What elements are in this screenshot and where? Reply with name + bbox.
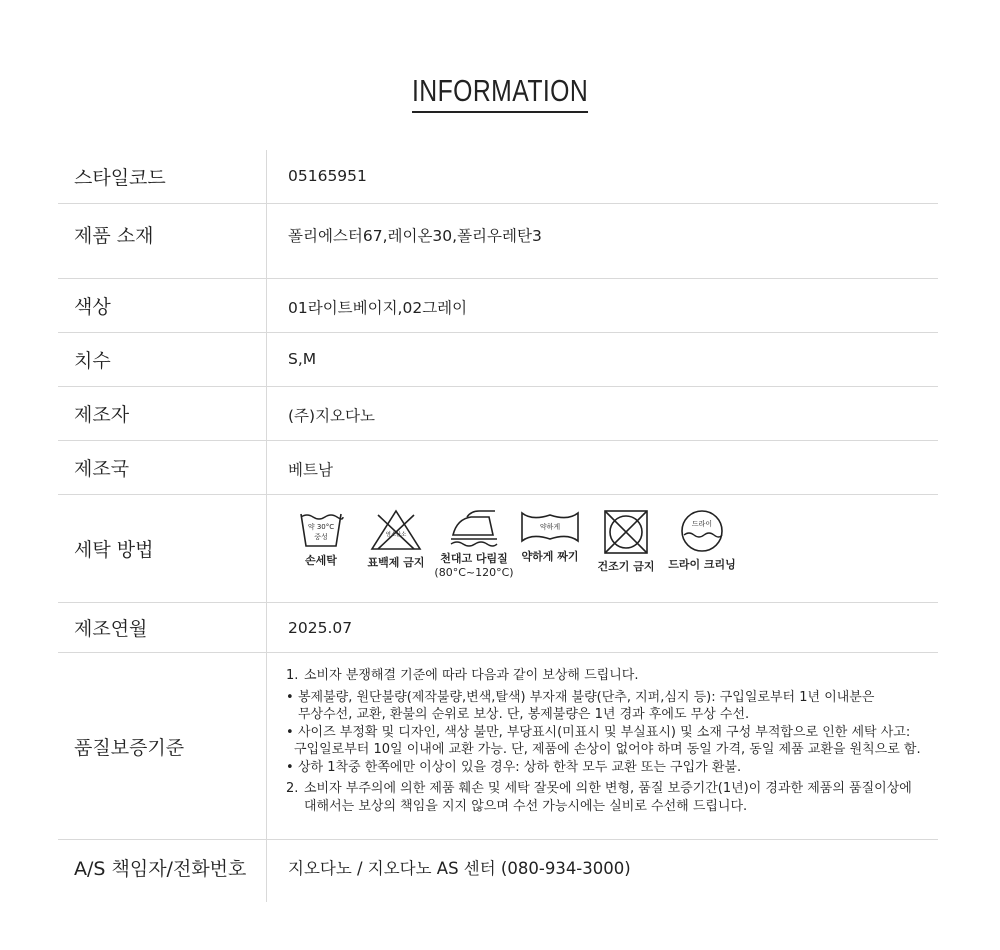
- care-caption: 건조기 금지: [597, 560, 655, 573]
- care-iron: [436, 509, 512, 580]
- quality-bullet: [286, 724, 936, 742]
- quality-item: [286, 780, 936, 798]
- care-hand-wash: [286, 509, 356, 580]
- item-number: 1.: [286, 668, 299, 683]
- row-manufacturer: [58, 387, 938, 441]
- bullet-text: 사이즈 부정확 및 디자인, 색상 불만, 부당표시(미표시 및 부실표시) 및 소재 구성 부적합으로 인한 세탁 사고:: [298, 724, 911, 740]
- gentle-wring-icon: [520, 509, 580, 545]
- bullet-text: 구입일로부터 10일 이내에 교환 가능. 단, 제품에 손상이 없어야 하며 동일 가격, 동일 제품 교환을 원칙으로 함.: [294, 742, 921, 757]
- care-no-bleach: [356, 509, 436, 580]
- care-inner-text: 약 30°C: [307, 523, 335, 531]
- iron-cloth-icon: [449, 509, 499, 547]
- quality-item: [286, 667, 936, 685]
- row-size: [58, 333, 938, 387]
- quality-bullet: [286, 689, 936, 707]
- dry-clean-icon: [680, 509, 724, 553]
- row-label: 품질보증기준: [58, 653, 267, 839]
- care-caption: 드라이 크리닝: [668, 558, 736, 571]
- care-caption-sub: (80°C~120°C): [434, 566, 514, 579]
- row-label: 제조국: [58, 441, 267, 494]
- row-value: 지오다노 / 지오다노 AS 센터 (080-934-3000): [288, 859, 631, 878]
- row-value: 2025.07: [288, 619, 353, 637]
- care-caption: 표백제 금지: [367, 556, 425, 569]
- page-title-wrap: [0, 72, 1000, 113]
- care-inner-text: 약하게: [539, 523, 561, 531]
- row-value: S,M: [288, 350, 317, 368]
- row-value: 폴리에스터67,레이온30,폴리우레탄3: [288, 227, 542, 245]
- care-caption: 약하게 짜기: [521, 550, 579, 563]
- row-value: (주)지오다노: [288, 407, 375, 425]
- row-label: 제조연월: [58, 603, 267, 652]
- row-country: [58, 441, 938, 495]
- row-material: [58, 204, 938, 279]
- care-inner-text: 산소: [395, 532, 407, 538]
- item-text: 대해서는 보상의 책임을 지지 않으며 수선 가능시에는 실비로 수선해 드립니다.: [304, 798, 748, 814]
- row-label: A/S 책임자/전화번호: [58, 840, 267, 902]
- product-info-table: [58, 150, 938, 902]
- care-icons: [286, 509, 740, 580]
- care-caption: 손세탁: [305, 554, 337, 567]
- item-text: 소비자 분쟁해결 기준에 따라 다음과 같이 보상해 드립니다.: [304, 668, 639, 683]
- bullet-mark: •: [286, 724, 294, 740]
- no-tumble-dry-icon: [603, 509, 649, 555]
- row-label: 세탁 방법: [58, 495, 267, 602]
- item-text: 소비자 부주의에 의한 제품 훼손 및 세탁 잘못에 의한 변형, 품질 보증기간(1년)이 경과한 제품의 품질이상에: [304, 781, 912, 796]
- row-value: 05165951: [288, 167, 367, 185]
- care-no-dryer: [588, 509, 664, 580]
- bullet-text: 봉제불량, 원단불량(제작불량,변색,탈색) 부자재 불량(단추, 지퍼,심지 등): 구입일로부터 1년 이내분은: [298, 689, 875, 705]
- bullet-text: 상하 1착중 한쪽에만 이상이 있을 경우: 상하 한착 모두 교환 또는 구입가 환불.: [298, 759, 742, 775]
- row-color: [58, 279, 938, 333]
- care-dry-clean: [664, 509, 740, 580]
- care-inner-text: 중성: [314, 533, 328, 541]
- row-label: 제조자: [58, 387, 267, 440]
- care-inner-text: 드라이: [691, 520, 713, 528]
- row-manufacture-date: [58, 603, 938, 653]
- care-inner-text: 염소: [385, 532, 397, 538]
- hand-wash-30c-icon: [298, 509, 344, 549]
- no-bleach-icon: [370, 509, 422, 551]
- page-title: INFORMATION: [412, 72, 588, 113]
- row-value: 01라이트베이지,02그레이: [288, 299, 468, 317]
- bullet-mark: •: [286, 689, 294, 705]
- row-quality: [58, 653, 938, 840]
- bullet-mark: •: [286, 759, 294, 775]
- bullet-text: 무상수선, 교환, 환불의 순위로 보상. 단, 봉제불량은 1년 경과 후에도 무상 수선.: [298, 707, 750, 722]
- row-style-code: [58, 150, 938, 204]
- row-label: 스타일코드: [58, 150, 267, 203]
- row-washing: [58, 495, 938, 603]
- row-as-contact: [58, 840, 938, 902]
- row-value: 베트남: [288, 461, 333, 479]
- row-label: 제품 소재: [58, 204, 267, 278]
- quality-text: [286, 667, 936, 815]
- row-label: 치수: [58, 333, 267, 386]
- item-number: 2.: [286, 781, 299, 796]
- care-caption: 천대고 다림질: [440, 552, 508, 565]
- row-label: 색상: [58, 279, 267, 332]
- care-wring: [512, 509, 588, 580]
- quality-bullet: [286, 759, 936, 777]
